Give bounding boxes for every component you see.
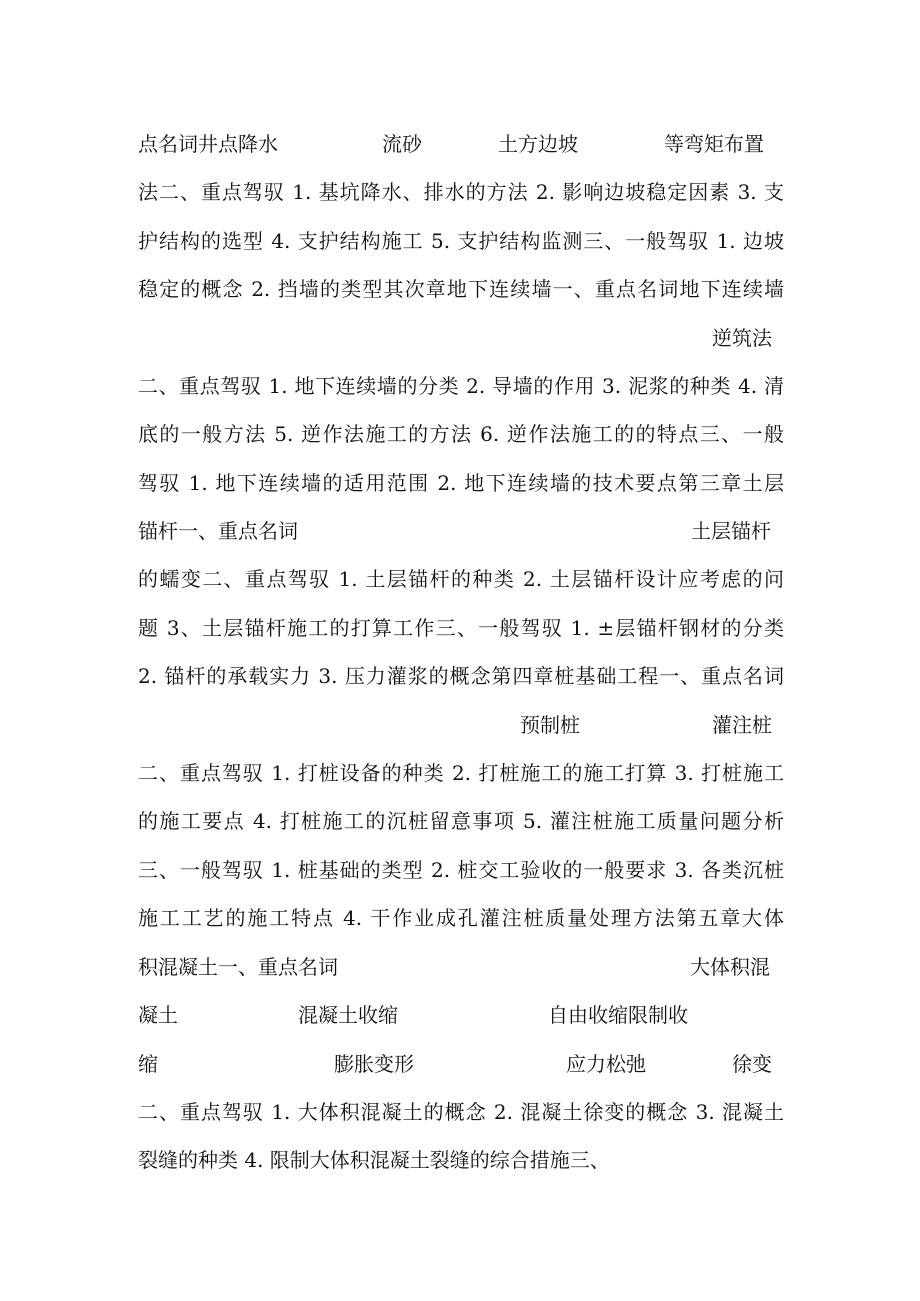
text-segment: 护结构的选型 4. 支护结构施工 5. 支护结构监测三、一般驾驭 1. 边坡 — [138, 229, 784, 253]
text-segment: 锚杆一、重点名词 — [138, 519, 298, 543]
text-segment: 膨胀变形 — [334, 1052, 414, 1076]
text-segment: 凝土 — [138, 1003, 178, 1027]
text-segment: 土层锚杆 — [691, 519, 771, 543]
text-segment: 施工工艺的施工特点 4. 干作业成孔灌注桩质量处理方法第五章大体 — [138, 906, 784, 930]
text-segment: 稳定的概念 2. 挡墙的类型其次章地下连续墙一、重点名词地下连续墙 — [138, 277, 784, 301]
text-segment: 二、重点驾驭 1. 地下连续墙的分类 2. 导墙的作用 3. 泥浆的种类 4. 清 — [138, 374, 784, 398]
text-segment: 二、重点驾驭 1. 打桩设备的种类 2. 打桩施工的施工打算 3. 打桩施工 — [138, 761, 784, 785]
text-line — [138, 468, 784, 498]
text-line — [138, 129, 784, 159]
text-segment: 的施工要点 4. 打桩施工的沉桩留意事项 5. 灌注桩施工质量问题分析 — [138, 809, 784, 833]
text-segment: 缩 — [138, 1052, 158, 1076]
text-line — [138, 274, 784, 304]
text-segment: 三、一般驾驭 1. 桩基础的类型 2. 桩交工验收的一般要求 3. 各类沉桩 — [138, 858, 784, 882]
text-line — [138, 758, 784, 788]
text-segment: 混凝土收缩 — [298, 1003, 398, 1027]
text-line — [138, 323, 784, 353]
text-line — [138, 613, 784, 643]
text-segment: 的蠕变二、重点驾驭 1. 土层锚杆的种类 2. 土层锚杆设计应考虑的问 — [138, 567, 784, 591]
text-segment: 点名词井点降水 — [138, 132, 278, 156]
text-segment: 应力松弛 — [566, 1052, 646, 1076]
text-line — [138, 855, 784, 885]
text-segment: 驾驭 1. 地下连续墙的适用范围 2. 地下连续墙的技术要点第三章土层 — [138, 471, 784, 495]
text-segment: 2. 锚杆的承载实力 3. 压力灌浆的概念第四章桩基础工程一、重点名词 — [138, 664, 784, 688]
text-line — [138, 806, 784, 836]
text-segment: 积混凝土一、重点名词 — [138, 955, 338, 979]
text-segment: 灌注桩 — [712, 713, 772, 737]
text-segment: 逆筑法 — [712, 326, 772, 350]
text-segment: 题 3、土层锚杆施工的打算工作三、一般驾驭 1. ±层锚杆钢材的分类 — [138, 616, 784, 640]
text-line — [138, 371, 784, 401]
text-segment: 裂缝的种类 4. 限制大体积混凝土裂缝的综合措施三、 — [138, 1148, 610, 1172]
text-segment: 自由收缩限制收 — [548, 1003, 688, 1027]
text-line — [138, 903, 784, 933]
text-segment: 二、重点驾驭 1. 大体积混凝土的概念 2. 混凝土徐变的概念 3. 混凝土 — [138, 1100, 784, 1124]
text-line — [138, 177, 784, 207]
text-line — [138, 952, 784, 982]
text-line — [138, 661, 784, 691]
text-segment: 徐变 — [732, 1052, 772, 1076]
text-line — [138, 1000, 784, 1030]
text-line — [138, 516, 784, 546]
text-line — [138, 1049, 784, 1079]
text-line — [138, 564, 784, 594]
text-segment: 土方边坡 — [498, 132, 578, 156]
text-line — [138, 226, 784, 256]
text-line — [138, 419, 784, 449]
text-segment: 大体积混 — [690, 955, 770, 979]
text-segment: 流砂 — [382, 132, 422, 156]
text-segment: 等弯矩布置 — [664, 132, 764, 156]
text-line — [138, 710, 784, 740]
text-segment: 底的一般方法 5. 逆作法施工的方法 6. 逆作法施工的的特点三、一般 — [138, 422, 784, 446]
text-line — [138, 1145, 784, 1175]
text-segment: 预制桩 — [520, 713, 580, 737]
text-segment: 法二、重点驾驭 1. 基坑降水、排水的方法 2. 影响边坡稳定因素 3. 支 — [138, 180, 784, 204]
text-line — [138, 1097, 784, 1127]
